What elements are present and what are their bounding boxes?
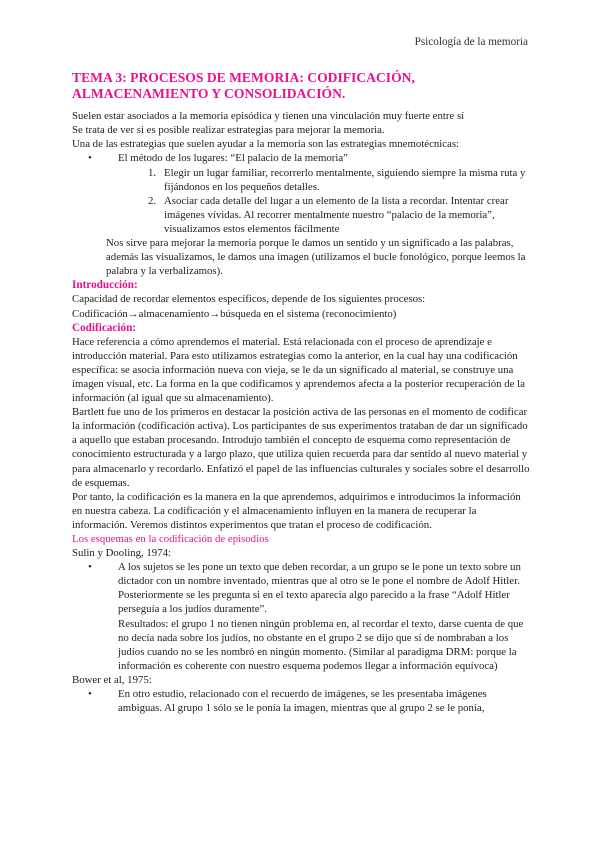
section-heading: Introducción: [72, 279, 138, 292]
mnemonic-list [72, 151, 530, 165]
experiment-list [72, 560, 530, 616]
page-content [72, 70, 530, 715]
reference-label: Sulin y Dooling, 1974: [72, 547, 171, 560]
subsection-heading: Los esquemas en la codificación de episodios [72, 533, 269, 545]
step-number: 1. [148, 166, 157, 179]
intro-paragraph: Nos sirve para mejorar la memoria porque le damos un sentido y un significado a las palabras, además las visualizamos, le damos una imagen (utilizamos el bucle fonológico, porque leemos la palabra y la verbalizamos). [106, 237, 526, 278]
section-paragraph: Hace referencia a cómo aprendemos el material. Está relacionada con el proceso de aprendizaje e introducción material. Para esto utilizamos estrategias como la anterior, en la cual hay una codificación específica: se asocia información nueva con vieja, se le da un significado al material, se construye una imagen visual, etc. La forma en la que codificamos y aprendemos afecta a la posterior recuperación de la información (al igual que su almacenamiento). [72, 335, 525, 405]
section-paragraph: Por tanto, la codificación es la manera en la que aprendemos, adquirimos e introducimos la información en nuestra cabeza. La codificación y el almacenamiento influyen en la manera de recuperar la información. Veremos distintos experimentos que tratan el proceso de codificación. [72, 490, 521, 531]
step-number: 2. [148, 194, 157, 207]
section-paragraph: Capacidad de recordar elementos específicos, depende de los siguientes procesos: [72, 293, 426, 306]
step-item [148, 166, 530, 194]
step-text: Elegir un lugar familiar, recorrerlo mentalmente, siguiendo siempre la misma ruta y fijándonos en los pequeños detalles. [164, 166, 526, 193]
bullet-text: El método de los lugares: “El palacio de la memoria” [118, 152, 348, 165]
results-paragraph: Resultados: el grupo 1 no tienen ningún problema en, al recordar el texto, darse cuenta de que no decía nada sobre los judíos, no obstante en el grupo 2 se dijo que sí de nombraban a los judíos cuando no se les nombró en ningún momento. (Similar al paradigma DRM: porque la información es coherente con nuestro esquema podemos llegar a información equívoca) [118, 617, 524, 672]
steps-list [72, 166, 530, 236]
section-paragraph: Codificación→almacenamiento→búsqueda en el sistema (reconocimiento) [72, 307, 397, 320]
reference-label: Bower et al, 1975: [72, 673, 152, 686]
section-heading: Codificación: [72, 321, 137, 334]
intro-paragraph: Una de las estrategias que suelen ayudar a la memoria son las estrategias mnemotécnicas: [72, 138, 460, 151]
intro-paragraph: Suelen estar asociados a la memoria episódica y tienen una vinculación muy fuerte entre sí [72, 110, 465, 123]
bullet-item [118, 560, 530, 616]
bullet-text: A los sujetos se les pone un texto que deben recordar, a un grupo se le pone un texto sobre un dictador con un nombre inventado, mientras que al otro se le pone el nombre de Adolf Hitler. Posteriormente se les pregunta si en el texto aparecía algo parecido a la frase “Adolf Hitler perseguía a los judíos duramente”. [118, 561, 521, 616]
step-item [148, 194, 530, 236]
page-title: TEMA 3: PROCESOS DE MEMORIA: CODIFICACIÓN, ALMACENAMIENTO Y CONSOLIDACIÓN. [72, 70, 415, 101]
step-text: Asociar cada detalle del lugar a un elemento de la lista a recordar. Intentar crear imágenes vívidas. Al recorrer mentalmente nuestro “palacio de la memoria”, visualizamos estos elementos fácilmente [164, 194, 509, 235]
section-paragraph: Bartlett fue uno de los primeros en destacar la posición activa de las personas en el momento de codificar la información (codificación activa). Los participantes de sus experimentos trataban de dar un significado a aquello que estaban procesando. Introdujo también el concepto de esquema como representación de conocimiento estructurada y a largo plazo, que utiliza quien recuerda para dar sentido al nuevo material y para almacenarlo y recordarlo. Enfatizó el papel de las influencias culturales y sociales sobre el desarrollo de esquemas. [72, 406, 530, 489]
bullet-text: En otro estudio, relacionado con el recuerdo de imágenes, se les presentaba imágenes ambiguas. Al grupo 1 sólo se le ponía la imagen, mientras que al grupo 2 se le ponía, [118, 688, 487, 715]
intro-paragraph: Se trata de ver si es posible realizar estrategias para mejorar la memoria. [72, 124, 385, 137]
running-header: Psicología de la memoria [414, 36, 528, 48]
experiment-list [72, 687, 530, 715]
bullet-item [118, 687, 530, 715]
bullet-item [118, 151, 530, 165]
